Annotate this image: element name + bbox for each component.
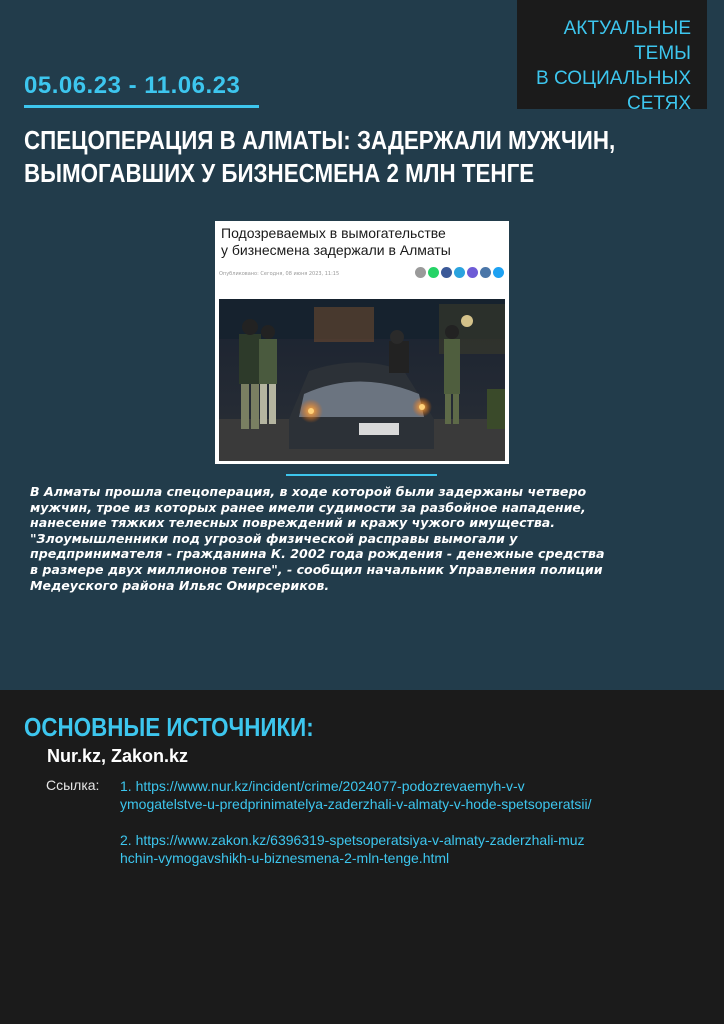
telegram-icon xyxy=(454,267,465,278)
article-line: в размере двух миллионов тенге", - сообщил начальник Управления полиции xyxy=(30,561,603,577)
news-meta: Опубликовано: Сегодня, 08 июня 2023, 11:15 xyxy=(219,271,340,277)
twitter-icon xyxy=(493,267,504,278)
link-line: 1. https://www.nur.kz/incident/crime/2024077-podozrevaemyh-v-v xyxy=(120,778,525,794)
viber-icon xyxy=(467,267,478,278)
article-line: В Алматы прошла спецоперация, в ходе которой были задержаны четверо xyxy=(30,484,587,499)
source-link-zakon[interactable] xyxy=(120,831,585,867)
link-line: hchin-vymogavshikh-u-biznesmena-2-mln-tenge.html xyxy=(120,850,450,866)
source-link-nur[interactable] xyxy=(120,777,592,813)
vk-icon xyxy=(480,267,491,278)
headline-line: ВЫМОГАВШИХ У БИЗНЕСМЕНА 2 МЛН ТЕНГЕ xyxy=(24,158,535,188)
date-underline xyxy=(24,105,259,108)
article-line: мужчин, трое из которых ранее имели судимости за разбойное нападение, xyxy=(30,499,586,515)
article-text xyxy=(30,484,698,593)
link-label: Ссылка: xyxy=(46,777,100,793)
facebook-icon xyxy=(441,267,452,278)
link-icon xyxy=(415,267,426,278)
link-line: ymogatelstve-u-predprinimatelya-zaderzhali-v-almaty-v-hode-spetsoperatsii/ xyxy=(120,796,592,812)
article-line: "Злоумышленники под угрозой физической расправы вымогали у xyxy=(30,530,518,546)
article-line: предпринимателя - гражданина К. 2002 года рождения - денежные средства xyxy=(30,546,605,562)
sources-title: ОСНОВНЫЕ ИСТОЧНИКИ: xyxy=(24,712,314,742)
news-screenshot xyxy=(215,221,509,464)
badge-line: АКТУАЛЬНЫЕ ТЕМЫ xyxy=(563,18,691,64)
whatsapp-icon xyxy=(428,267,439,278)
article-line: нанесение тяжких телесных повреждений и кражу чужого имущества. xyxy=(30,515,556,531)
headline-line: СПЕЦОПЕРАЦИЯ В АЛМАТЫ: ЗАДЕРЖАЛИ МУЖЧИН, xyxy=(24,125,616,155)
news-photo xyxy=(219,299,505,461)
news-title xyxy=(221,225,506,259)
badge-line: СЕТЯХ xyxy=(627,93,691,114)
share-icons xyxy=(415,267,504,278)
headline xyxy=(24,124,616,190)
badge-line: В СОЦИАЛЬНЫХ xyxy=(536,68,691,89)
news-title-line: Подозреваемых в вымогательстве xyxy=(221,225,446,241)
news-title-line: у бизнесмена задержали в Алматы xyxy=(221,242,451,258)
topics-badge xyxy=(517,0,707,114)
section-divider xyxy=(286,474,437,476)
link-line: 2. https://www.zakon.kz/6396319-spetsoperatsiya-v-almaty-zaderzhali-muz xyxy=(120,832,585,848)
photo-scene xyxy=(219,299,505,461)
date-range: 05.06.23 - 11.06.23 xyxy=(24,72,241,99)
article-line: Медеуского района Ильяс Омирсериков. xyxy=(30,577,330,593)
sources-names: Nur.kz, Zakon.kz xyxy=(47,746,189,766)
